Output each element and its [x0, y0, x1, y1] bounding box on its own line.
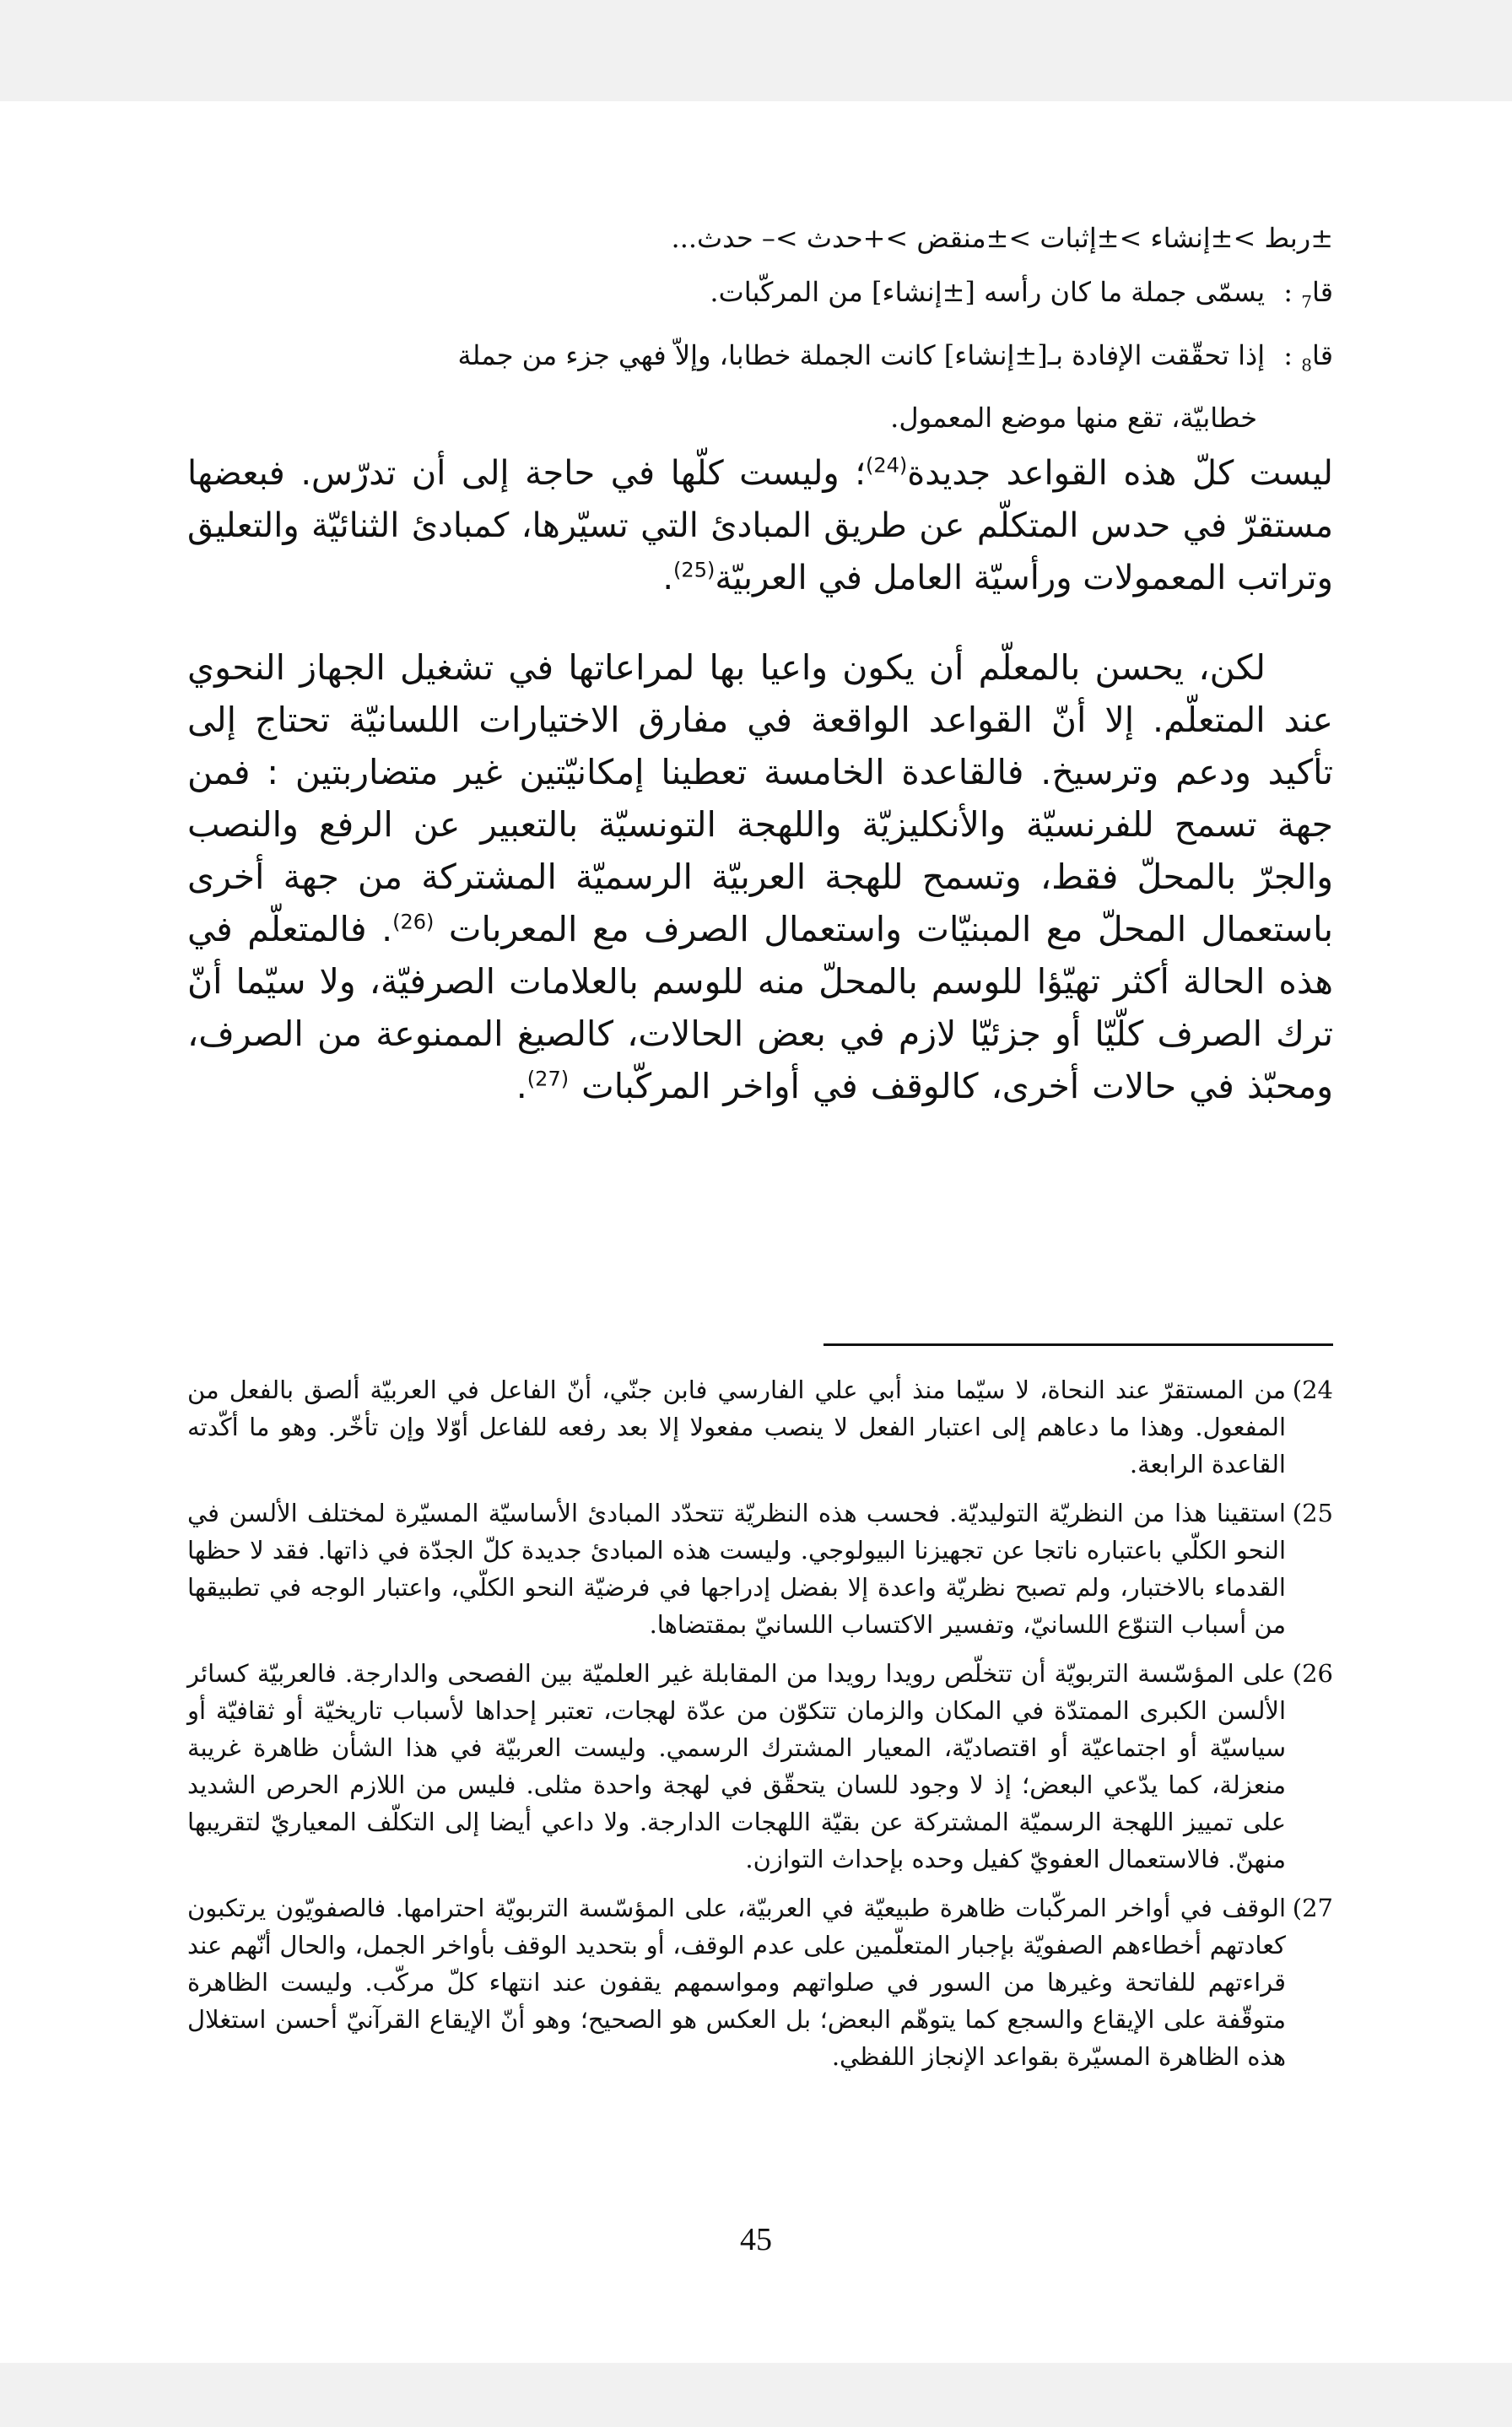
footnote-text: الوقف في أواخر المركّبات ظاهرة طبيعيّة في العربيّة، على المؤسّسة التربويّة احترامها. فالصفويّون يرتكبون كعادتهم أخطاءهم الصفويّة بإجبار المتعلّمين على عدم الوقف، أو بتحديد الوقف بأواخر الجمل، والحال أنّهم عند قراءتهم للفاتحة وغيرها من السور في صلواتهم ومواسمهم يقفون عند انتهاء كلّ مركّب. وليست الظاهرة متوقّفة على الإيقاع والسجع كما يتوهّم البعض؛ بل العكس هو الصحيح؛ وهو أنّ الإيقاع القرآنيّ أحسن استغلال هذه الظاهرة المسيّرة بقواعد الإنجاز اللفظي.: [187, 1894, 1286, 2071]
footnote-text: من المستقرّ عند النحاة، لا سيّما منذ أبي علي الفارسي فابن جنّي، أنّ الفاعل في العربيّة ألصق بالفعل من المفعول. وهذا ما دعاهم إلى اعتبار الفعل لا ينصب مفعولا إلا بعد رفعه للفاعل أوّلا وإن تأخّر. وهو ما أكّدته القاعدة الرابعة.: [187, 1376, 1286, 1478]
rule-q8-text: إذا تحقّقت الإفادة بـ[±إنشاء] كانت الجملة خطابا، وإلاّ فهي جزء من جملة: [457, 339, 1266, 372]
footnote-25: [187, 1495, 1333, 1643]
footnote-separator: [824, 1343, 1333, 1346]
footnote-ref-24[interactable]: (24): [865, 453, 908, 478]
rules-block: [187, 211, 1333, 443]
rule-q7-label: قا$_7$ :: [1275, 276, 1333, 312]
footnote-number: 26): [1292, 1659, 1333, 1688]
footnote-24: [187, 1371, 1333, 1483]
document-page: [0, 101, 1512, 2363]
rule-line-0-text: ±ربط >±إنشاء >±إثبات >±منقض >+حدث >– حدث...: [671, 222, 1333, 254]
rule-line-0: [187, 211, 1333, 265]
footnote-text: استقينا هذا من النظريّة التوليديّة. فحسب هذه النظريّة تتحدّد المبادئ الأساسيّة المسيّرة لمختلف الألسن في النحو الكلّي باعتباره ناتجا عن تجهيزنا البيولوجي. وليست هذه المبادئ جديدة كلّ الجدّة في ذاتها. فقد لا حظها القدماء بالاختبار، ولم تصبح نظريّة واعدة إلا بفضل إدراجها في فرضيّة النحو الكلّي، واعتبار الوجه في تطبيقها من أسباب التنوّع اللسانيّ، وتفسير الاكتساب اللسانيّ بمقتضاها.: [187, 1499, 1286, 1639]
footnote-text: على المؤسّسة التربويّة أن تتخلّص رويدا رويدا من المقابلة غير العلميّة بين الفصحى والدارجة. فالعربيّة كسائر الألسن الكبرى الممتدّة في المكان والزمان تتكوّن من عدّة لهجات، تعتبر إحداها لأسباب تاريخيّة أو ثقافيّة أو سياسيّة أو اجتماعيّة أو اقتصاديّة، المعيار المشترك الرسمي. وليست العربيّة في هذا الشأن ظاهرة غريبة منعزلة، كما يدّعي البعض؛ إذ لا وجود للسان يتحقّق في لهجة واحدة مثلى. فليس من اللازم الحرص الشديد على تمييز اللهجة الرسميّة المشتركة عن بقيّة اللهجات الدارجة. ولا داعي أيضا إلى التكلّف المعياريّ لتقريبها منهنّ. فالاستعمال العفويّ كفيل وحده بإحداث التوازن.: [187, 1659, 1286, 1873]
footnote-ref-26[interactable]: (26): [392, 910, 435, 934]
rule-q7-text: يسمّى جملة ما كان رأسه [±إنشاء] من المركّبات.: [710, 276, 1266, 308]
rule-q8-continuation: خطابيّة، تقع منها موضع المعمول.: [890, 401, 1257, 434]
rule-q8: [187, 328, 1333, 442]
rule-q8-label: قا$_8$ :: [1275, 339, 1333, 376]
paragraph-1: ليست كلّ هذه القواعد جديدة$^{(24)}$؛ وليست كلّها في حاجة إلى أن تدرّس. فبعضها مستقرّ في حدس المتكلّم عن طريق المبادئ التي تسيّرها، كمبادئ الثنائيّة والتعليق وتراتب المعمولات ورأسيّة العامل في العربيّة$^{(25)}$.: [187, 453, 1333, 597]
footnote-26: [187, 1655, 1333, 1878]
footnote-ref-25[interactable]: (25): [673, 558, 716, 582]
footnote-number: 27): [1292, 1894, 1333, 1922]
paragraph-2: لكن، يحسن بالمعلّم أن يكون واعيا بها لمراعاتها في تشغيل الجهاز النحوي عند المتعلّم. إلا أنّ القواعد الواقعة في مفارق الاختيارات اللسانيّة تحتاج إلى تأكيد ودعم وترسيخ. فالقاعدة الخامسة تعطينا إمكانيّتين غير متضاربتين : فمن جهة تسمح للفرنسيّة والأنكليزيّة واللهجة التونسيّة بالتعبير عن الرفع والنصب والجرّ بالمحلّ فقط، وتسمح للهجة العربيّة الرسميّة المشتركة من جهة أخرى باستعمال المحلّ مع المبنيّات واستعمال الصرف مع المعربات $^{(26)}$. فالمتعلّم في هذه الحالة أكثر تهيّؤا للوسم بالمحلّ منه للوسم بالعلامات الصرفيّة، ولا سيّما أنّ ترك الصرف كلّيّا أو جزئيّا لازم في بعض الحالات، كالصيغ الممنوعة من الصرف، ومحبّذ في حالات أخرى، كالوقف في أواخر المركّبات $^{(27)}$.: [187, 647, 1333, 1106]
footnote-number: 24): [1292, 1376, 1333, 1404]
rule-q7: [187, 265, 1333, 328]
footnotes: [187, 1371, 1333, 2087]
footnote-number: 25): [1292, 1499, 1333, 1527]
footnote-27: [187, 1889, 1333, 2075]
footnote-ref-27[interactable]: (27): [526, 1067, 570, 1091]
page-number: 45: [740, 2222, 772, 2257]
